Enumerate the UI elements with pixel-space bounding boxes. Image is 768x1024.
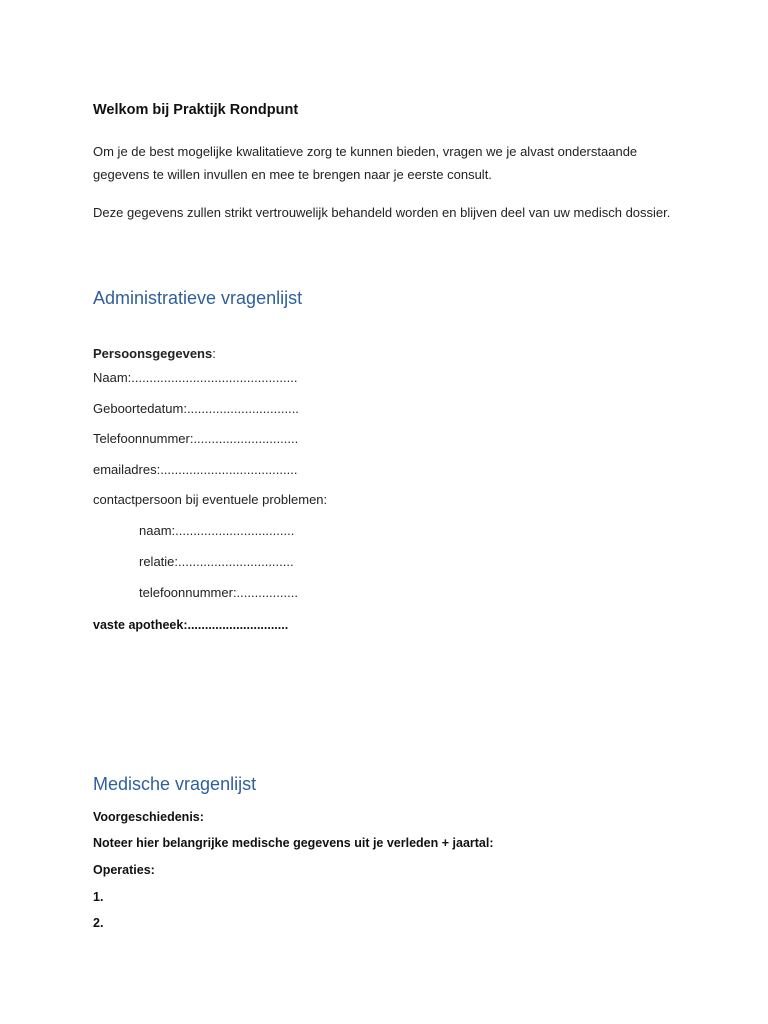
intro-paragraph: Om je de best mogelijke kwalitatieve zorg te kunnen bieden, vragen we je alvast onderstaande gegevens te willen invullen en mee te brengen naar je eerste consult. (93, 144, 638, 182)
list-item[interactable]: 2. (93, 916, 104, 930)
document-page (93, 0, 693, 1024)
instruction-line: Noteer hier belangrijke medische gegevens uit je verleden + jaartal: (93, 836, 494, 850)
field-naam[interactable]: Naam:.............................................. (93, 370, 298, 385)
field-vaste-apotheek[interactable]: vaste apotheek:............................. (93, 618, 289, 632)
list-item[interactable]: 1. (93, 890, 104, 904)
field-contactpersoon: contactpersoon bij eventuele problemen: (93, 492, 328, 507)
document-title: Welkom bij Praktijk Rondpunt (93, 102, 299, 118)
field-geboortedatum[interactable]: Geboortedatum:............................... (93, 401, 299, 416)
personal-data-label (93, 346, 216, 361)
field-telefoonnummer[interactable]: Telefoonnummer:............................. (93, 431, 299, 446)
confidentiality-paragraph: Deze gegevens zullen strikt vertrouwelijk behandeld worden en blijven deel van uw medisch dossier. (93, 205, 671, 220)
contact-relatie-field[interactable]: relatie:................................ (139, 554, 294, 569)
field-emailadres[interactable]: emailadres:...................................... (93, 462, 298, 477)
personal-data-colon: : (212, 346, 216, 361)
contact-naam-field[interactable]: naam:................................. (139, 523, 295, 538)
personal-data-label-text: Persoonsgegevens (93, 346, 213, 361)
contact-telefoonnummer-field[interactable]: telefoonnummer:................. (139, 585, 298, 600)
operaties-label: Operaties: (93, 863, 155, 877)
voorgeschiedenis-label: Voorgeschiedenis: (93, 810, 204, 824)
medical-heading: Medische vragenlijst (93, 774, 257, 794)
admin-heading: Administratieve vragenlijst (93, 288, 303, 308)
